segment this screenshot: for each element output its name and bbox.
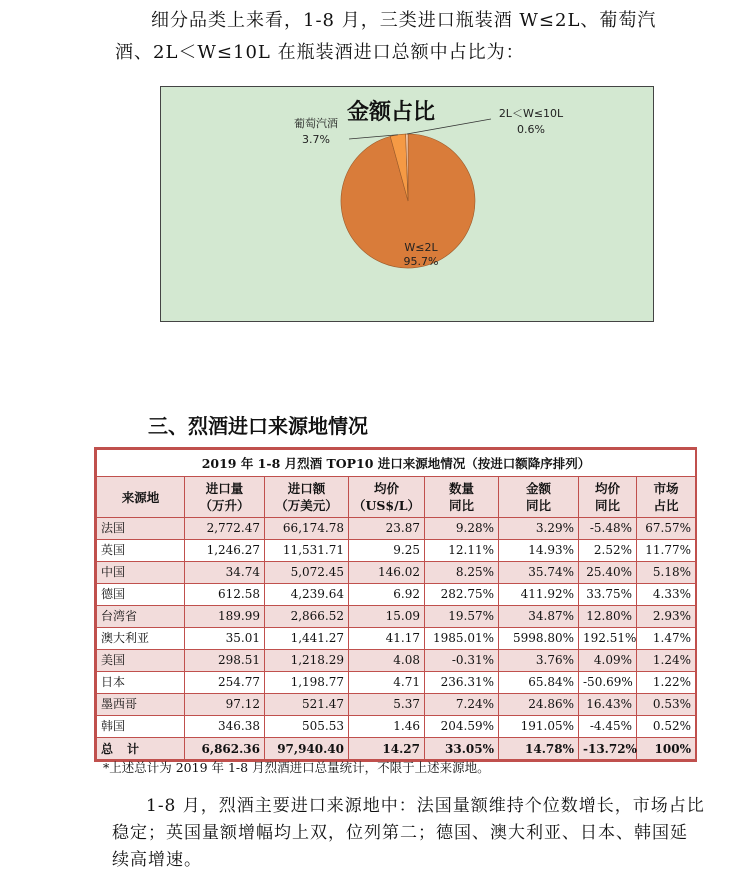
table-cell: 1.47% <box>637 628 696 650</box>
table-cell-origin: 中国 <box>97 562 185 584</box>
table-cell: 4.71 <box>349 672 425 694</box>
table-cell: 298.51 <box>185 650 265 672</box>
column-header-text: 均价 <box>594 481 620 496</box>
table-cell: 2,772.47 <box>185 518 265 540</box>
table-caption: 2019 年 1-8 月烈酒 TOP10 进口来源地情况（按进口额降序排列） <box>97 450 696 477</box>
table-cell: 16.43% <box>579 694 637 716</box>
column-header-text: 同比 <box>594 498 620 513</box>
column-header-text: 同比 <box>525 498 551 513</box>
table-cell: 9.28% <box>425 518 499 540</box>
table-footnote: *上述总计为 2019 年 1-8 月烈酒进口总量统计，不限于上述来源地。 <box>103 760 490 775</box>
table-cell: 4.09% <box>579 650 637 672</box>
table-cell: 4.33% <box>637 584 696 606</box>
table-row <box>97 672 696 694</box>
table-cell: 23.87 <box>349 518 425 540</box>
column-header-text: （万美元） <box>275 498 338 513</box>
table-cell: 4,239.64 <box>265 584 349 606</box>
table-cell: 1,441.27 <box>265 628 349 650</box>
table-cell: 3.76% <box>499 650 579 672</box>
table-cell: 9.25 <box>349 540 425 562</box>
table-total-cell: 总计 <box>97 738 185 760</box>
table-cell: 15.09 <box>349 606 425 628</box>
table-cell: 5.37 <box>349 694 425 716</box>
table-cell: 411.92% <box>499 584 579 606</box>
intro-paragraph <box>115 5 725 69</box>
table-cell-origin: 美国 <box>97 650 185 672</box>
chart-title: 金额占比 <box>346 100 436 125</box>
table-cell: 1,246.27 <box>185 540 265 562</box>
table-cell-origin: 台湾省 <box>97 606 185 628</box>
column-header <box>349 477 425 518</box>
table-row <box>97 650 696 672</box>
table-cell: 35.74% <box>499 562 579 584</box>
table-total-cell: 6,862.36 <box>185 738 265 760</box>
table-cell: 33.75% <box>579 584 637 606</box>
column-header-text: 数量 <box>448 481 474 496</box>
table-cell: 67.57% <box>637 518 696 540</box>
column-header-text: 均价 <box>373 481 399 496</box>
column-header <box>499 477 579 518</box>
table-cell-origin: 英国 <box>97 540 185 562</box>
table-cell: 346.38 <box>185 716 265 738</box>
table-cell-origin: 德国 <box>97 584 185 606</box>
table-total-cell: 33.05% <box>425 738 499 760</box>
table-cell: 204.59% <box>425 716 499 738</box>
table-cell: -4.45% <box>579 716 637 738</box>
spirits-import-table <box>94 447 697 762</box>
table-row <box>97 694 696 716</box>
table-cell: -0.31% <box>425 650 499 672</box>
table-cell: 1985.01% <box>425 628 499 650</box>
table-cell: 2.93% <box>637 606 696 628</box>
table-cell: 1.22% <box>637 672 696 694</box>
table-total-row <box>97 738 696 760</box>
table-row <box>97 628 696 650</box>
table-cell: 66,174.78 <box>265 518 349 540</box>
table-cell-origin: 日本 <box>97 672 185 694</box>
table-cell: 5.18% <box>637 562 696 584</box>
pie-chart-svg <box>161 87 655 323</box>
table-cell: 146.02 <box>349 562 425 584</box>
column-header-text: 进口额 <box>287 481 326 496</box>
table-header-row <box>97 477 696 518</box>
table-cell: 2.52% <box>579 540 637 562</box>
table-row <box>97 540 696 562</box>
table-cell: 34.87% <box>499 606 579 628</box>
table-cell: 7.24% <box>425 694 499 716</box>
table-cell: 12.11% <box>425 540 499 562</box>
table-cell: 1,198.77 <box>265 672 349 694</box>
table-row <box>97 518 696 540</box>
column-header <box>425 477 499 518</box>
table-cell: 191.05% <box>499 716 579 738</box>
column-header <box>185 477 265 518</box>
table-total-cell: 14.27 <box>349 738 425 760</box>
table-cell: 12.80% <box>579 606 637 628</box>
table-cell: 505.53 <box>265 716 349 738</box>
table-cell: 189.99 <box>185 606 265 628</box>
table-cell: 3.29% <box>499 518 579 540</box>
table-row <box>97 716 696 738</box>
table-cell: 11,531.71 <box>265 540 349 562</box>
table-cell: 41.17 <box>349 628 425 650</box>
table-cell: 1,218.29 <box>265 650 349 672</box>
table-cell-origin: 法国 <box>97 518 185 540</box>
table-cell: -5.48% <box>579 518 637 540</box>
intro-line-1: 细分品类上来看，1-8 月，三类进口瓶装酒 W≤2L、葡萄汽 <box>151 10 657 31</box>
table-cell: 35.01 <box>185 628 265 650</box>
table-cell: 0.52% <box>637 716 696 738</box>
summary-paragraph <box>112 793 722 874</box>
summary-line-3: 续高增速。 <box>112 850 202 870</box>
table-cell: 65.84% <box>499 672 579 694</box>
column-header <box>265 477 349 518</box>
slice-label: 2L＜W≤10L <box>498 107 564 120</box>
table-cell-origin: 韩国 <box>97 716 185 738</box>
column-header-text: 占比 <box>653 498 679 513</box>
table-cell: 4.08 <box>349 650 425 672</box>
table-cell: 19.57% <box>425 606 499 628</box>
table-cell: 97.12 <box>185 694 265 716</box>
table-total-cell: 100% <box>637 738 696 760</box>
table-cell: 1.46 <box>349 716 425 738</box>
table-cell: 236.31% <box>425 672 499 694</box>
table-cell: 0.53% <box>637 694 696 716</box>
table-cell: 5,072.45 <box>265 562 349 584</box>
table-cell: 34.74 <box>185 562 265 584</box>
column-header-text: 同比 <box>448 498 474 513</box>
table-total-cell: 14.78% <box>499 738 579 760</box>
table-cell: 8.25% <box>425 562 499 584</box>
table-cell: 5998.80% <box>499 628 579 650</box>
slice-label: 0.6% <box>517 123 545 136</box>
column-header-text: （万升） <box>199 498 250 513</box>
table-total-cell: 97,940.40 <box>265 738 349 760</box>
pie-chart <box>160 86 654 322</box>
table-cell-origin: 澳大利亚 <box>97 628 185 650</box>
summary-line-2: 稳定；英国量额增幅均上双，位列第二；德国、澳大利亚、日本、韩国延 <box>112 823 688 843</box>
intro-line-2: 酒、2L＜W≤10L 在瓶装酒进口总额中占比为： <box>115 42 525 63</box>
table-cell: 521.47 <box>265 694 349 716</box>
table-cell: 24.86% <box>499 694 579 716</box>
summary-line-1: 1-8 月，烈酒主要进口来源地中：法国量额维持个位数增长，市场占比 <box>146 796 705 816</box>
column-header-text: 来源地 <box>121 489 160 505</box>
column-header-text: 市场 <box>653 481 679 496</box>
table-cell: 11.77% <box>637 540 696 562</box>
table-cell-origin: 墨西哥 <box>97 694 185 716</box>
table-cell: 192.51% <box>579 628 637 650</box>
table-cell: 612.58 <box>185 584 265 606</box>
column-header-text: 进口量 <box>205 481 244 496</box>
table-row <box>97 562 696 584</box>
column-header <box>579 477 637 518</box>
table-cell: 14.93% <box>499 540 579 562</box>
section-title: 三、烈酒进口来源地情况 <box>148 414 368 438</box>
table-cell: 6.92 <box>349 584 425 606</box>
column-header-text: 金额 <box>525 481 551 496</box>
slice-label: W≤2L <box>404 241 438 254</box>
column-header <box>637 477 696 518</box>
table-row <box>97 606 696 628</box>
table-cell: 25.40% <box>579 562 637 584</box>
column-header <box>97 477 185 518</box>
table-total-cell: -13.72% <box>579 738 637 760</box>
table-cell: -50.69% <box>579 672 637 694</box>
table-cell: 2,866.52 <box>265 606 349 628</box>
table-row <box>97 584 696 606</box>
slice-label: 95.7% <box>403 255 439 268</box>
slice-label: 葡萄汽酒 <box>294 117 338 130</box>
table-cell: 1.24% <box>637 650 696 672</box>
slice-label: 3.7% <box>302 133 330 146</box>
column-header-text: （US$/L） <box>353 498 420 513</box>
table-cell: 282.75% <box>425 584 499 606</box>
table-cell: 254.77 <box>185 672 265 694</box>
